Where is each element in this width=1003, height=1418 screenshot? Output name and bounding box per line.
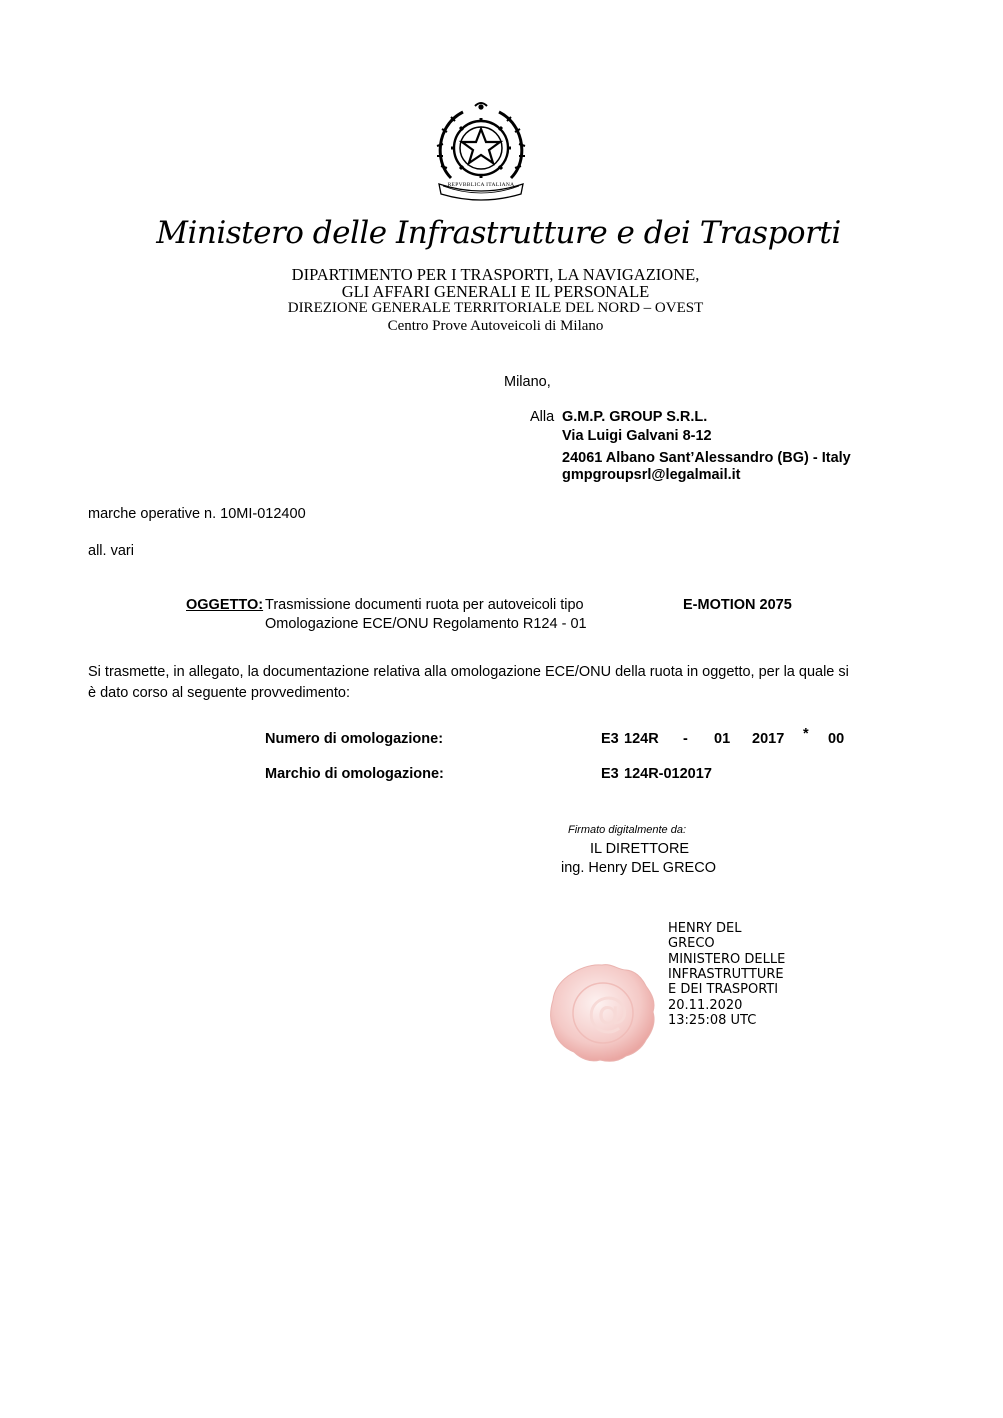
ministry-name: Ministero delle Infrastrutture e dei Trasporti <box>156 215 841 251</box>
office-line: Centro Prove Autoveicoli di Milano <box>387 318 604 334</box>
approval-number-series: 01 <box>714 731 731 747</box>
recipient-prefix: Alla <box>530 409 555 425</box>
stamp-line-4: INFRASTRUTTURE <box>668 967 784 982</box>
attachments: all. vari <box>88 543 134 559</box>
recipient-city: 24061 Albano Sant’Alessandro (BG) - Italy <box>562 450 851 466</box>
department-line-2: GLI AFFARI GENERALI E IL PERSONALE <box>341 282 650 301</box>
at-sign-icon: @ <box>587 987 629 1036</box>
body-line-1: Si trasmette, in allegato, la documentazione relativa alla omologazione ECE/ONU della ruota in oggetto, per la quale si <box>88 664 849 680</box>
approval-number-country: E3 <box>601 731 619 747</box>
directorate-line: DIREZIONE GENERALE TERRITORIALE DEL NORD – OVEST <box>287 300 704 316</box>
approval-mark-value: 124R-012017 <box>624 766 712 782</box>
signer-name: ing. Henry DEL GRECO <box>561 860 716 876</box>
approval-number-regulation: 124R <box>624 731 659 747</box>
approval-number-code: 2017 <box>752 731 785 747</box>
recipient-street: Via Luigi Galvani 8-12 <box>562 428 712 444</box>
stamp-line-5: E DEI TRASPORTI <box>668 982 779 997</box>
subject-type: E-MOTION 2075 <box>683 597 792 613</box>
approval-number-asterisk: * <box>803 726 809 742</box>
reference-number: marche operative n. 10MI-012400 <box>88 506 306 522</box>
department-line-1: DIPARTIMENTO PER I TRASPORTI, LA NAVIGAZIONE, <box>291 265 700 284</box>
stamp-line-1: HENRY DEL <box>668 921 742 936</box>
approval-number-dash: - <box>683 731 688 747</box>
signed-by-caption: Firmato digitalmente da: <box>568 824 686 836</box>
body-line-2: è dato corso al seguente provvedimento: <box>88 685 350 701</box>
recipient-name: G.M.P. GROUP S.R.L. <box>562 409 708 425</box>
approval-number-extension: 00 <box>828 731 845 747</box>
approval-mark-label: Marchio di omologazione: <box>265 766 444 782</box>
place-date: Milano, <box>504 374 551 390</box>
stamp-line-7: 13:25:08 UTC <box>668 1013 757 1028</box>
subject-label: OGGETTO: <box>186 597 264 613</box>
stamp-line-3: MINISTERO DELLE <box>668 952 786 967</box>
stamp-line-2: GRECO <box>668 936 715 951</box>
emblem-ribbon-text: REPVBBLICA ITALIANA <box>447 182 515 188</box>
approval-mark-country: E3 <box>601 766 619 782</box>
approval-number-label: Numero di omologazione: <box>265 731 444 747</box>
stamp-line-6: 20.11.2020 <box>668 998 743 1013</box>
subject-line-1: Trasmissione documenti ruota per autoveicoli tipo <box>265 597 584 613</box>
recipient-email: gmpgroupsrl@legalmail.it <box>562 467 741 483</box>
signer-role: IL DIRETTORE <box>590 841 690 857</box>
subject-line-2: Omologazione ECE/ONU Regolamento R124 - 01 <box>265 616 587 632</box>
